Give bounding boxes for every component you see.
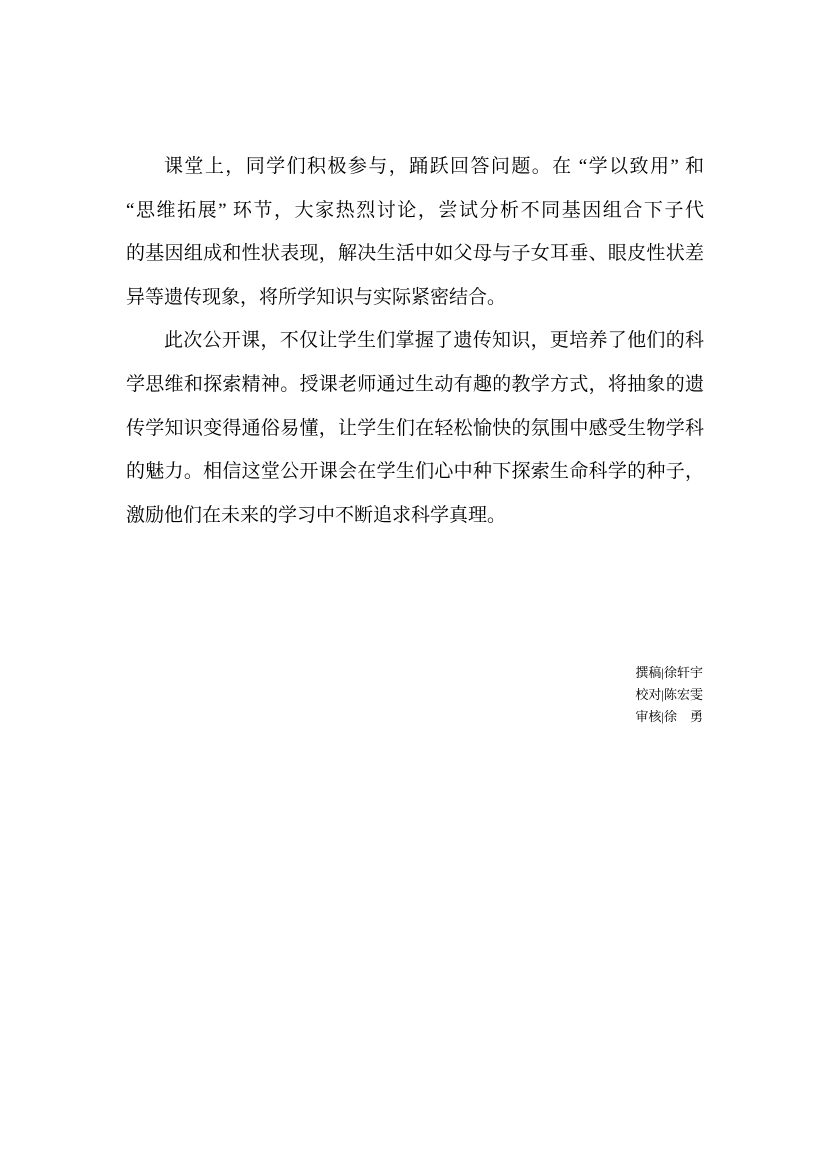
byline-proofreader: 校对|陈宏雯 [635,687,703,702]
body-text [126,145,704,537]
body-line: 此次公开课，不仅让学生们掌握了遗传知识，更培养了他们的科 [164,330,704,352]
body-line: “思维拓展” 环节，大家热烈讨论，尝试分析不同基因组合下子代 [126,199,704,221]
body-line: 学思维和探索精神。授课老师通过生动有趣的教学方式，将抽象的遗 [126,373,704,395]
paragraph-classroom-activity [126,145,704,319]
body-line: 的魅力。相信这堂公开课会在学生们心中种下探索生命科学的种子， [126,461,704,483]
body-line: 课堂上，同学们积极参与，踊跃回答问题。在 “学以致用” 和 [164,156,704,177]
body-line: 传学知识变得通俗易懂，让学生们在轻松愉快的氛围中感受生物学科 [126,417,704,439]
body-line: 异等遗传现象，将所学知识与实际紧密结合。 [126,286,507,308]
byline-writer: 撰稿|徐轩宇 [635,665,703,680]
body-line: 激励他们在未来的学习中不断追求科学真理。 [126,504,507,526]
paragraph-open-class-summary [126,319,704,537]
body-line: 的基因组成和性状表现，解决生活中如父母与子女耳垂、眼皮性状差 [126,243,704,265]
byline-block [635,662,703,728]
byline-reviewer: 审核|徐 勇 [635,709,703,724]
